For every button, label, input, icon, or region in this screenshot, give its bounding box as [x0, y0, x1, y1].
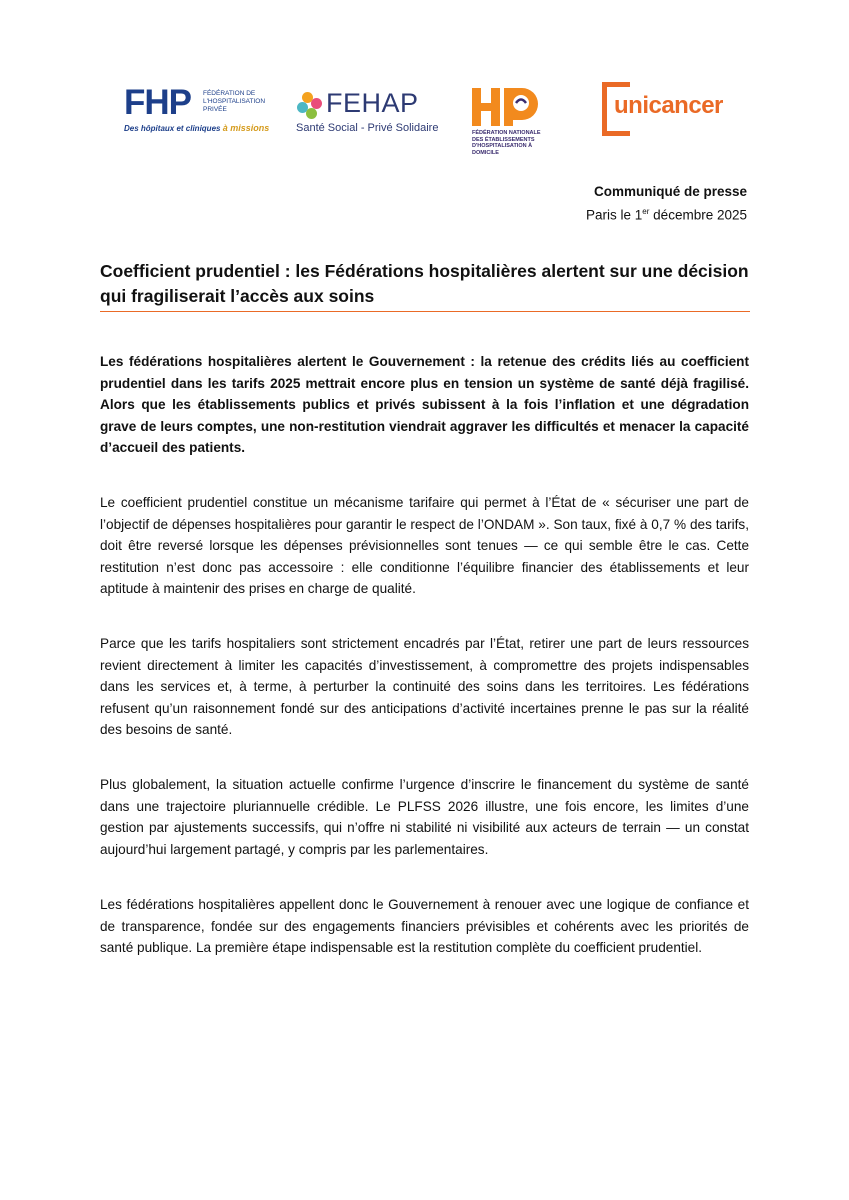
fhp-logo-tagline: Des hôpitaux et cliniques à missions — [124, 123, 270, 133]
title-divider — [100, 311, 750, 312]
press-header — [586, 182, 747, 226]
fehap-dot-icon — [306, 108, 317, 119]
fhp-logo — [124, 83, 270, 142]
had-logo — [470, 86, 550, 164]
press-date: Paris le 1er décembre 2025 — [586, 207, 747, 223]
fehap-logo-name: FEHAP — [326, 88, 419, 118]
fhp-logo-mark: FHP — [124, 83, 191, 122]
had-logo-subtitle: FÉDÉRATION NATIONALE DES ÉTABLISSEMENTS D'HOSPITALISATION À DOMICILE — [472, 130, 541, 156]
body-paragraph-4: Les fédérations hospitalières appellent donc le Gouvernement à renouer avec une logique de confiance et de transparence, fondée sur des engagements financiers prévisibles et cohérents avec les priorités de santé publique. La première étape indispensable est la restitution complète du coefficient prudentiel. — [100, 897, 749, 955]
fhp-logo-subtitle: FÉDÉRATION DE L'HOSPITALISATION PRIVÉE — [203, 90, 266, 113]
logo-bar — [0, 82, 849, 172]
unicancer-logo-name: unicancer — [614, 92, 723, 119]
fehap-logo-subtitle: Santé Social - Privé Solidaire — [296, 122, 439, 134]
body-paragraph-3: Plus globalement, la situation actuelle confirme l’urgence d’inscrire le financement du système de santé dans une trajectoire pluriannuelle crédible. Le PLFSS 2026 illustre, une fois encore, les limites d’une gestion par ajustements successifs, qui n’offre ni stabilité ni visibilité aux acteurs de terrain — un constat aujourd’hui largement partagé, y compris par les parlementaires. — [100, 777, 749, 857]
page-title: Coefficient prudentiel : les Fédérations hospitalières alertent sur une décision qui fragiliserait l’accès aux soins — [100, 261, 749, 306]
body-paragraph-2: Parce que les tarifs hospitaliers sont strictement encadrés par l’État, retirer une part de leurs ressources revient directement à limiter les capacités d’investissement, à compromettre des projets indispensables dans les services et, à terme, à perturber la continuité des soins dans les territoires. Les fédérations refusent qu’un raisonnement fondé sur des anticipations d’activité incertaines prenne le pas sur la réalité des besoins de santé. — [100, 636, 749, 737]
lead-paragraph: Les fédérations hospitalières alertent le Gouvernement : la retenue des crédits liés au coefficient prudentiel dans les tarifs 2025 mettrait encore plus en tension un système de santé déjà fragilisé. Alors que les établissements publics et privés subissent à la fois l’inflation et une dégradation grave de leurs comptes, une non-restitution viendrait aggraver les difficultés et menacer la capacité d’accueil des patients. — [100, 354, 749, 455]
unicancer-logo — [602, 82, 732, 140]
press-label: Communiqué de presse — [593, 184, 747, 199]
had-logo-mark-icon — [470, 86, 548, 128]
fehap-logo — [296, 88, 439, 140]
body-paragraph-1: Le coefficient prudentiel constitue un mécanisme tarifaire qui permet à l’État de « sécuriser une part de l’objectif de dépenses hospitalières pour garantir le respect de l’ONDAM ». Son taux, fixé à 0,7 % des tarifs, doit être reversé lorsque les dépenses prévisionnelles sont tenues — ce qui semble être le cas. Cette restitution n’est donc pas accessoire : elle conditionne l’équilibre financier des établissements et leur aptitude à maintenir des prises en charge de qualité. — [100, 495, 749, 596]
